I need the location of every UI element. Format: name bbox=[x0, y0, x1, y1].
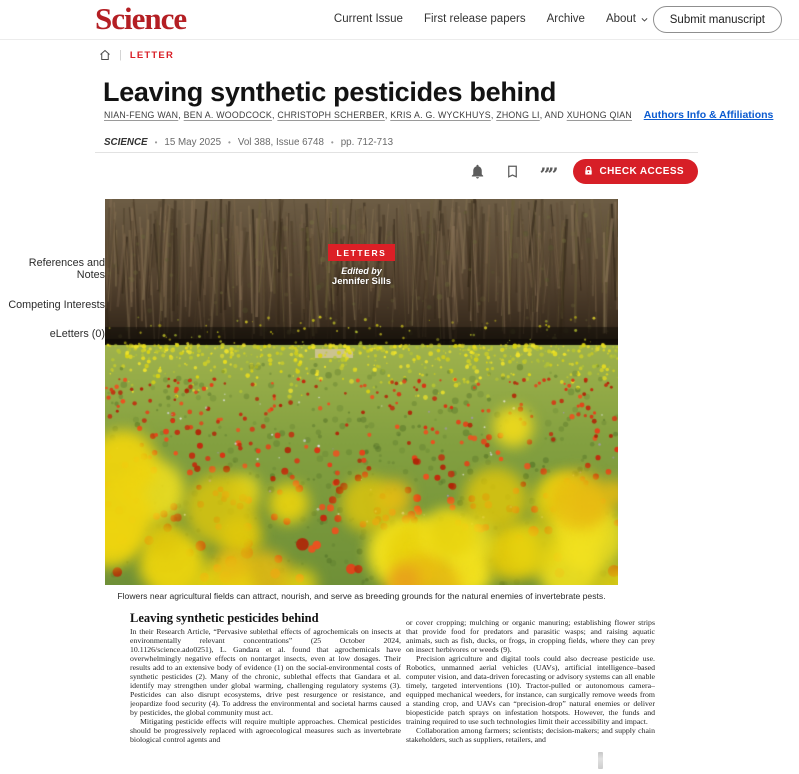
article-metadata: SCIENCE • 15 May 2025 • Vol 388, Issue 6748 • pp. 712-713 bbox=[104, 137, 394, 148]
action-toolbar bbox=[95, 158, 698, 184]
check-access-button[interactable]: CHECK ACCESS bbox=[573, 159, 698, 184]
header-divider bbox=[95, 152, 698, 153]
science-logo[interactable]: Science bbox=[95, 1, 187, 36]
letter-heading: Leaving synthetic pesticides behind bbox=[130, 611, 319, 625]
edited-by-block bbox=[332, 266, 391, 287]
letter-column-right bbox=[406, 618, 655, 774]
authors-info-affiliations-link[interactable]: Authors Info & Affiliations bbox=[643, 109, 774, 121]
lock-icon bbox=[583, 165, 594, 177]
letter-paragraph: Collaboration among farmers; scientists; decision-makers; and supply chain stakeholders, such as suppliers, retailers, and bbox=[406, 726, 655, 744]
breadcrumb bbox=[99, 49, 174, 61]
bell-icon bbox=[469, 163, 486, 180]
photo-credit-vertical bbox=[598, 752, 603, 769]
nav-current-issue[interactable]: Current Issue bbox=[333, 13, 403, 25]
article-hero-figure bbox=[105, 199, 618, 585]
quote-icon: ”” bbox=[539, 164, 556, 186]
author-link[interactable]: CHRISTOPH SCHERBER bbox=[277, 110, 385, 120]
author-link[interactable]: KRIS A. G. WYCKHUYS bbox=[390, 110, 491, 120]
page-range: pp. 712-713 bbox=[340, 137, 394, 148]
bookmark-icon bbox=[505, 163, 520, 180]
in-page-nav bbox=[0, 257, 105, 358]
figure-caption: Flowers near agricultural fields can attract, nourish, and serve as breeding grounds for the natural enemies of invertebrate pests. bbox=[117, 591, 606, 601]
breadcrumb-divider: | bbox=[119, 49, 122, 61]
bookmark-button[interactable] bbox=[503, 161, 523, 181]
notifications-bell-button[interactable] bbox=[468, 161, 488, 181]
letter-paragraph: In their Research Article, “Pervasive sublethal effects of agrochemicals on insects at environmentally relevant concentrations” (25 October 2024, 10.1126/science.ado0251), L. Gandara et al. found that agrochemicals have overwhelmingly negative effects on nontarget insects, even at low dosages. Their results add to an extensive body of evidence (1) on the social-environmental costs of synthetic pesticides (2). Many of the chronic, sublethal effects that Gandara et al. identify may strengthen under global warming, challenging regulatory systems (3). Pesticides can also disrupt ecosystems, drive pest resurgence or resistance, and jeopardize food security (4). To address the environmental and societal harms caused by pesticides, the global community must act. bbox=[130, 627, 401, 717]
cite-button[interactable] bbox=[538, 161, 558, 186]
nav-about[interactable]: About bbox=[606, 13, 649, 25]
top-navbar bbox=[0, 0, 799, 40]
letter-paragraph: Mitigating pesticide effects will require multiple approaches. Chemical pesticides should be progressively replaced with agroecological measures such as invertebrate biological control agents and bbox=[130, 717, 401, 744]
edited-by-label: Edited by bbox=[341, 266, 382, 276]
journal-name: SCIENCE bbox=[104, 137, 148, 148]
author-link[interactable]: XUHONG QIAN bbox=[566, 110, 632, 120]
author-link[interactable]: ZHONG LI bbox=[496, 110, 540, 120]
publish-date: 15 May 2025 bbox=[164, 137, 222, 148]
letter-paragraph: Precision agriculture and digital tools could also decrease pesticide use. Robotics, unmanned aerial vehicles (UAVs), artificial intelligence–based computer vision, and data-driven forecasting or advisory systems can all enable timely, targeted interventions (10). Tractor-pulled or autonomous camera–equipped mechanical weeders, for instance, can surgically remove weeds from a standing crop, and UAVs can “precision-drop” natural enemies or deliver biopesticide patch sprays on infestation hotspots. However, the funds and training required to use such technologies limit their accessibility and impact. bbox=[406, 654, 655, 726]
breadcrumb-section-letter[interactable]: LETTER bbox=[129, 49, 175, 61]
authors-conjunction: AND bbox=[544, 110, 564, 120]
letters-section-badge: LETTERS bbox=[328, 244, 396, 261]
chevron-down-icon bbox=[640, 15, 649, 24]
submit-manuscript-button[interactable]: Submit manuscript bbox=[653, 6, 782, 33]
volume-issue: Vol 388, Issue 6748 bbox=[237, 137, 324, 148]
sidebar-item-eletters[interactable]: eLetters (0) bbox=[49, 328, 105, 340]
letter-paragraph: or cover cropping; mulching or organic manuring; establishing flower strips that provide food for predators and parasitic wasps; and raising aquatic animals, such as fish, ducks, or frogs, in cropping fields, where they can prey on insect herbivores or weeds (9). bbox=[406, 618, 655, 654]
author-list: NIAN-FENG WAN, BEN A. WOODCOCK, CHRISTOPH SCHERBER, KRIS A. G. WYCKHUYS, ZHONG LI, AND XUHONG QIAN Authors Info & Affiliations bbox=[104, 109, 774, 121]
home-icon[interactable] bbox=[99, 49, 111, 61]
sidebar-item-references[interactable]: References and Notes bbox=[28, 257, 105, 281]
nav-archive[interactable]: Archive bbox=[546, 13, 585, 25]
nav-first-release-papers[interactable]: First release papers bbox=[423, 13, 526, 25]
main-nav bbox=[334, 13, 649, 25]
sidebar-item-competing-interests[interactable]: Competing Interests bbox=[8, 298, 105, 311]
editor-name: Jennifer Sills bbox=[331, 276, 392, 287]
letter-column-left bbox=[130, 627, 401, 774]
author-link[interactable]: NIAN-FENG WAN bbox=[104, 110, 179, 120]
author-link[interactable]: BEN A. WOODCOCK bbox=[183, 110, 272, 120]
page-title: Leaving synthetic pesticides behind bbox=[103, 77, 557, 108]
